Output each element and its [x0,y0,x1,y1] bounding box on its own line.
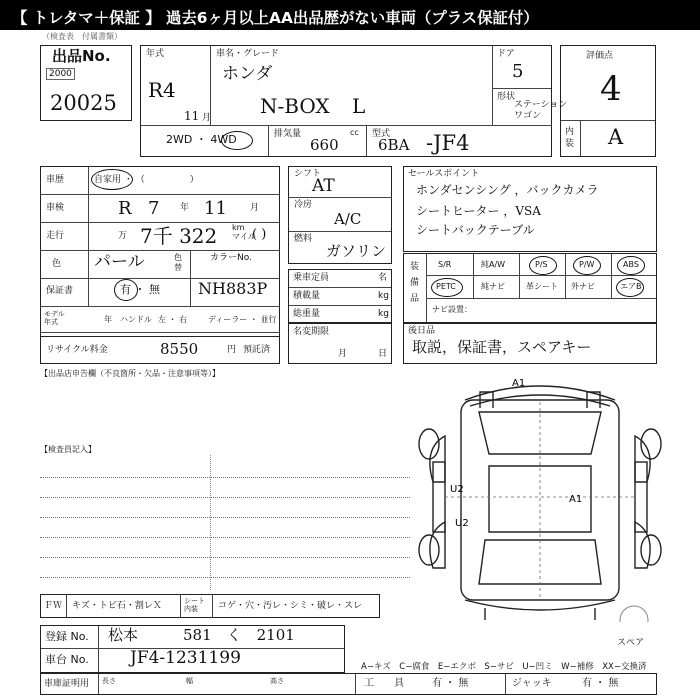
seller-notes-label: 【出品店申告欄（不良箇所・欠品・注意事項等）】 [40,369,220,378]
diagram-mark-right: A1 [569,494,583,505]
width-label: 幅 [186,677,193,685]
equip-ps-circle [529,256,557,275]
detail-box [40,166,280,364]
fw-label: ＦＷ [44,601,63,611]
damage-legend: A−キズ C−腐食 E−エクボ S−サビ U−凹ミ W−補修 XX−交換済 [361,662,647,672]
name-label: 車名・グレード [216,49,280,59]
spare-label: スペア [617,638,645,648]
interior-value: A [608,125,624,149]
score-value: 4 [600,69,622,109]
color-code: NH883P [198,279,268,298]
type-label: 型式 [372,129,391,139]
equip-abs: ABS [623,260,639,269]
inspection-label: 車検 [46,203,65,213]
interior-label: 内装 [565,127,575,149]
body-label: 形状 [497,92,516,102]
model-value: N-BOX [260,94,330,118]
model-year-nen: 年 [104,315,112,324]
equip-abs-circle [617,256,645,275]
mileage-note: ( ) [252,227,267,242]
displacement-label: 排気量 [274,129,302,139]
inspection-year: 7 [148,198,160,219]
registration-value: 松本 581 く 2101 [108,626,295,644]
equipment-label: 装備品 [410,262,420,304]
fuel-value: ガソリン [326,242,387,260]
registration-label: 登録 No. [45,630,89,643]
year-label: 年式 [146,49,165,59]
selling-point-3: シートバックテーブル [416,223,535,237]
model-year-label: モデル 年式 [44,310,65,326]
drive-value: 2WD ・ 4WD [166,133,237,146]
body-value: ステーション ワゴン [514,100,568,121]
color-change: 色替 [174,253,182,272]
tools-label: 工 具 [364,678,404,689]
fuel-label: 燃料 [294,234,313,244]
inspection-month-unit: 月 [250,203,260,213]
equip-ps: P/S [535,260,548,269]
seat-label: シート 内装 [184,597,205,613]
equip-sr: S/R [438,260,452,269]
fw-text: キズ・トビ石・割レＸ [72,601,162,611]
color-label: 色 [52,259,62,269]
cc-label: cc [350,128,359,137]
handle-options: 左 ・ 右 [158,315,188,324]
doors-label: ドア [497,49,515,59]
grade-value: L [352,94,366,118]
color-value: パール [94,252,145,272]
jack-label: ジャッキ [512,678,552,689]
banner-text: 【 トレタマ＋保証 】 過去6ヶ月以上AA出品歴がない車両（プラス保証付） [12,9,539,27]
inspection-era: R [118,198,132,219]
history-options: 自家用 ・ （ ） [94,175,199,185]
chassis-label: 車台 No. [45,653,89,666]
inspector-label: 【検査員記入】 [40,445,96,454]
sheet-note: （検査表 付属書類） [42,32,122,41]
history-circle [91,169,133,190]
lot-number: 20025 [50,91,117,115]
shift-label: シフト [294,169,322,179]
inspection-month: 11 [204,198,227,219]
mileage-man: 万 [118,231,128,241]
recycle-amount: 8550 [160,340,199,358]
year-value: R4 [148,78,176,102]
equip-pw-circle [573,256,601,275]
dealer-options: ディーラー ・ 並行 [208,315,277,324]
reg-deadline-label: 名変期限 [293,327,330,337]
reg-deadline-day: 日 [378,349,388,359]
equip-pw: P/W [579,260,595,269]
tools-options: 有 ・ 無 [432,678,469,689]
recycle-unit: 円 [227,345,237,355]
color-code-label: カラーNo. [210,253,252,263]
month-unit: 月 [202,113,212,123]
drive-circle [221,131,253,150]
selling-points-label: セールスポイント [408,169,480,179]
equip-airbag: エアB [620,282,642,291]
reg-deadline-month: 月 [338,349,348,359]
mileage-value: 7千 322 [140,224,218,248]
seat-text: コゲ・穴・汚レ・シミ・破レ・スレ [218,601,363,611]
chassis-value: JF4-1231199 [130,648,241,668]
inspection-year-unit: 年 [180,203,190,213]
car-damage-diagram [405,372,675,622]
equip-alloy: 純A/W [481,260,506,269]
aircon-label: 冷房 [294,200,313,210]
equip-navi: 純ナビ [481,282,505,291]
shift-value: AT [312,176,335,196]
doors-value: 5 [512,61,524,82]
accessories-label: 後日品 [408,326,436,336]
handle-label: ハンドル [120,315,152,324]
equip-etc: PETC [436,282,456,291]
recycle-label: リサイクル料金 [46,345,108,355]
warranty-circle [114,279,138,301]
mileage-label: 走行 [46,231,65,241]
capacity-unit-3: kg [378,309,389,319]
equip-etc-circle [431,278,463,297]
lot-stamp: 2000 [46,68,75,80]
accessories-value: 取説，保証書，スペアキー [412,338,592,356]
length-label: 長さ [102,677,116,685]
equip-airbag-circle [616,278,644,297]
capacity-unit-1: 名 [378,273,388,283]
bottom-strip [40,673,657,695]
equip-ext-navi: 外ナビ [571,282,595,291]
capacity-unit-2: kg [378,291,389,301]
capacity-row-3: 総重量 [293,309,321,319]
lot-label: 出品No. [52,47,111,65]
type-code: 6BA [378,136,410,154]
diagram-mark-left-1: U2 [450,484,464,495]
height-label: 高さ [270,677,284,685]
history-label: 車歴 [46,175,65,185]
mileage-unit: km マイル [232,223,256,241]
maker-value: ホンダ [222,64,273,84]
diagram-mark-top: A1 [512,378,526,389]
selling-point-2: シートヒーター ，VSA [416,204,541,218]
equip-leather: 革シート [526,282,558,291]
displacement-value: 660 [310,136,339,154]
garage-cert-label: 車庫証明用 [44,679,90,689]
type-model: -JF4 [426,131,470,155]
nav-install-label: ナビ設置： [432,305,472,314]
capacity-row-2: 積載量 [293,291,321,301]
warranty-options: 有 ・ 無 [120,283,160,296]
recycle-status: 預託済 [243,345,271,355]
aircon-value: A/C [334,210,362,228]
selling-point-1: ホンダセンシング ，バックカメラ [416,183,599,197]
month-value: 11 [184,109,200,123]
jack-options: 有 ・ 無 [582,678,619,689]
diagram-mark-left-2: U2 [455,518,469,529]
warranty-label: 保証書 [46,286,74,296]
score-label: 評価点 [586,51,614,61]
capacity-row-1: 乗車定員 [293,273,330,283]
